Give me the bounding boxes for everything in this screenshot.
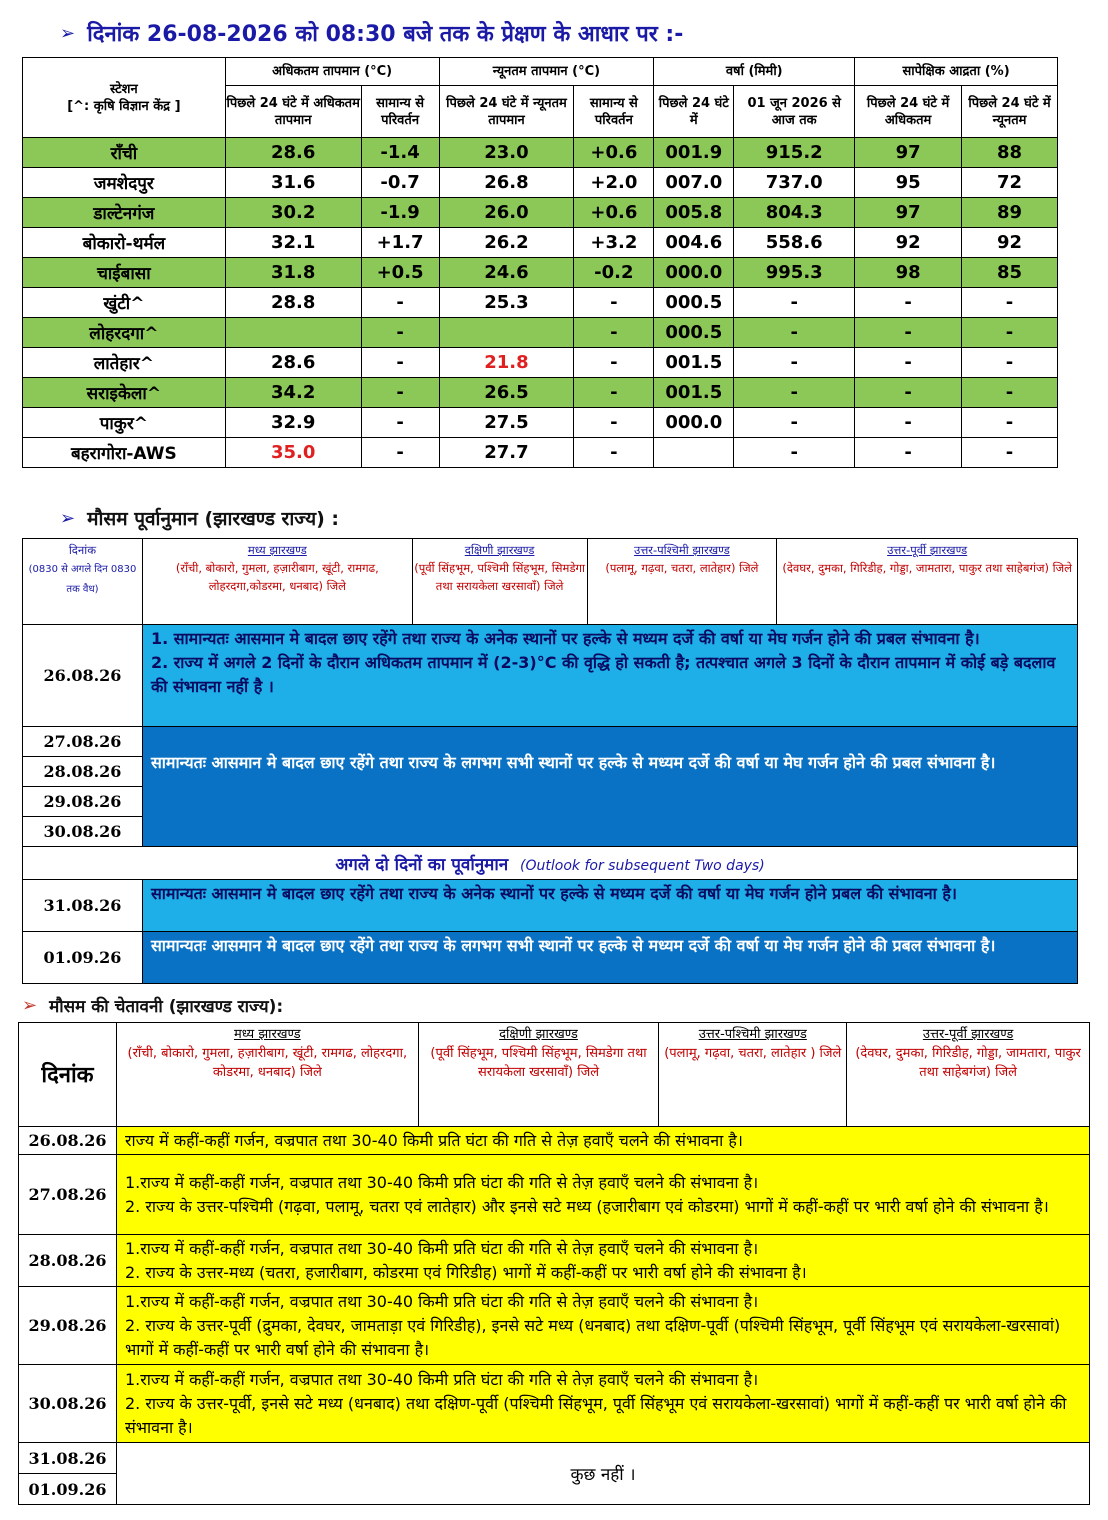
cell-min: 23.0 xyxy=(439,138,574,168)
cell-rhmin: 72 xyxy=(962,168,1058,198)
station-name: बोकारो-थर्मल xyxy=(23,228,226,258)
forecast-heading xyxy=(60,505,339,531)
cell-rhmax: - xyxy=(855,348,962,378)
arrow-bullet-icon: ➢ xyxy=(60,22,76,44)
cell-rain: 000.0 xyxy=(654,408,734,438)
cell-cum: - xyxy=(734,318,855,348)
subheader: पिछले 24 घंटे में न्यूनतम तापमान xyxy=(439,86,574,138)
warn-region-northeast: उत्तर-पूर्वी झारखण्ड (देवघर, दुमका, गिरिडीह, गोड्डा, जामतारा, पाकुर तथा साहेबगंज) जिले xyxy=(847,1023,1090,1127)
subheader: सामान्य से परिवर्तन xyxy=(361,86,439,138)
subheader: पिछले 24 घंटे में न्यूनतम xyxy=(962,86,1058,138)
cell-maxdep: - xyxy=(361,348,439,378)
outlook-heading: अगले दो दिनों का पूर्वानुमान (Outlook for subsequent Two days) xyxy=(23,847,1078,880)
cell-max: 28.6 xyxy=(225,348,361,378)
cell-max: 32.9 xyxy=(225,408,361,438)
cell-rain: 000.0 xyxy=(654,258,734,288)
warning-row xyxy=(19,1155,1090,1235)
warn-region-central: मध्य झारखण्ड (राँची, बोकारो, गुमला, हज़ारीबाग, खूंटी, रामगढ, लोहरदगा, कोडरमा, धनबाद) जिले xyxy=(116,1023,418,1127)
station-name: खुंटी^ xyxy=(23,288,226,318)
arrow-bullet-icon: ➢ xyxy=(22,995,38,1016)
cell-max: 31.8 xyxy=(225,258,361,288)
station-header: स्टेशन [^: कृषि विज्ञान केंद्र ] xyxy=(23,58,226,138)
cell-rain: 000.5 xyxy=(654,288,734,318)
cell-rhmax: 92 xyxy=(855,228,962,258)
cell-maxdep: - xyxy=(361,438,439,468)
station-row xyxy=(23,258,1058,288)
cell-max: 30.2 xyxy=(225,198,361,228)
cell-rhmax: - xyxy=(855,408,962,438)
warning-line: 2. राज्य के उत्तर-पश्चिमी (गढ़वा, पलामू, चतरा एवं लातेहार) और इनसे सटे मध्य (हजारीबाग एवं कोडरमा) भागों में कहीं-कहीं पर भारी वर्षा होने की संभावना है। xyxy=(124,1196,1049,1216)
forecast-date: 30.08.26 xyxy=(23,817,143,847)
warning-line: 1.राज्य में कहीं-कहीं गर्जन, वज्रपात तथा 30-40 किमी प्रति घंटा की गति से तेज़ हवाएँ चलने की संभावना है। xyxy=(124,1291,759,1311)
warning-text xyxy=(116,1235,1089,1287)
cell-min: 25.3 xyxy=(439,288,574,318)
forecast-heading-text: मौसम पूर्वानुमान (झारखण्ड राज्य) : xyxy=(87,508,340,530)
cell-max: 28.8 xyxy=(225,288,361,318)
forecast-date: 26.08.26 xyxy=(23,625,143,727)
region-header-south: दक्षिणी झारखण्ड (पूर्वी सिंहभूम, पश्चिमी सिंहभूम, सिमडेगा तथा सरायकेला खरसावाँ) जिले xyxy=(412,539,587,625)
station-name: चाईबासा xyxy=(23,258,226,288)
warning-line: 1.राज्य में कहीं-कहीं गर्जन, वज्रपात तथा 30-40 किमी प्रति घंटा की गति से तेज़ हवाएँ चलने की संभावना है। xyxy=(124,1238,759,1258)
warn-region-northwest: उत्तर-पश्चिमी झारखण्ड (पलामू, गढ़वा, चतरा, लातेहार ) जिले xyxy=(659,1023,847,1127)
forecast-date: 27.08.26 xyxy=(23,727,143,757)
cell-maxdep: - xyxy=(361,288,439,318)
cell-cum: - xyxy=(734,378,855,408)
cell-mindep: +3.2 xyxy=(574,228,654,258)
cell-cum: 558.6 xyxy=(734,228,855,258)
subheader: सामान्य से परिवर्तन xyxy=(574,86,654,138)
station-row xyxy=(23,288,1058,318)
station-row xyxy=(23,378,1058,408)
warning-date: 27.08.26 xyxy=(19,1155,117,1235)
subheader: पिछले 24 घंटे में अधिकतम xyxy=(855,86,962,138)
warning-line: 1.राज्य में कहीं-कहीं गर्जन, वज्रपात तथा 30-40 किमी प्रति घंटा की गति से तेज़ हवाएँ चलने की संभावना है। xyxy=(124,1369,759,1389)
cell-rhmin: 88 xyxy=(962,138,1058,168)
forecast-date: 01.09.26 xyxy=(23,932,143,984)
rain-group-header: वर्षा (मिमी) xyxy=(654,58,855,86)
warning-text xyxy=(116,1365,1089,1443)
cell-cum: - xyxy=(734,438,855,468)
cell-rhmax: 97 xyxy=(855,138,962,168)
cell-cum: 995.3 xyxy=(734,258,855,288)
cell-rhmax: - xyxy=(855,318,962,348)
warning-line: 1.राज्य में कहीं-कहीं गर्जन, वज्रपात तथा 30-40 किमी प्रति घंटा की गति से तेज़ हवाएँ चलने की संभावना है। xyxy=(124,1172,759,1192)
cell-min: 24.6 xyxy=(439,258,574,288)
forecast-date: 29.08.26 xyxy=(23,787,143,817)
warning-line: राज्य में कहीं-कहीं गर्जन, वज्रपात तथा 30-40 किमी प्रति घंटा की गति से तेज़ हवाएँ चलने की संभावना है। xyxy=(124,1130,743,1150)
cell-maxdep: +1.7 xyxy=(361,228,439,258)
cell-max: 35.0 xyxy=(225,438,361,468)
cell-min: 26.2 xyxy=(439,228,574,258)
observation-heading xyxy=(60,18,683,48)
warning-date-header: दिनांक xyxy=(19,1023,117,1127)
cell-mindep: - xyxy=(574,348,654,378)
forecast-text: 1. सामान्यतः आसमान मे बादल छाए रहेंगे तथा राज्य के अनेक स्थानों पर हल्के से मध्यम दर्जे की वर्षा या मेघ गर्जन होने की प्रबल संभावना है। 2. राज्य में अगले 2 दिनों के दौरान अधिकतम तापमान में (2-3)°C की वृद्धि हो सकती है; तत्पश्चात अगले 3 दिनों के दौरान तापमान में कोई बड़े बदलाव की संभावना नहीं है । xyxy=(142,625,1077,727)
observation-heading-text: दिनांक 26-08-2026 को 08:30 बजे तक के प्रेक्षण के आधार पर :- xyxy=(87,22,684,47)
station-row xyxy=(23,318,1058,348)
cell-rain: 001.9 xyxy=(654,138,734,168)
warning-row xyxy=(19,1365,1090,1443)
warning-none: कुछ नहीं । xyxy=(116,1443,1089,1505)
warning-heading xyxy=(22,994,283,1017)
cell-rhmin: - xyxy=(962,318,1058,348)
cell-min: 26.0 xyxy=(439,198,574,228)
cell-maxdep: -0.7 xyxy=(361,168,439,198)
cell-min xyxy=(439,318,574,348)
cell-cum: - xyxy=(734,288,855,318)
cell-mindep: - xyxy=(574,408,654,438)
cell-cum: 737.0 xyxy=(734,168,855,198)
cell-cum: 915.2 xyxy=(734,138,855,168)
cell-max: 31.6 xyxy=(225,168,361,198)
station-row xyxy=(23,228,1058,258)
cell-max xyxy=(225,318,361,348)
cell-rain: 007.0 xyxy=(654,168,734,198)
cell-maxdep: -1.9 xyxy=(361,198,439,228)
station-row xyxy=(23,138,1058,168)
cell-max: 32.1 xyxy=(225,228,361,258)
warning-line: 2. राज्य के उत्तर-पूर्वी, इनसे सटे मध्य (धनबाद) तथा दक्षिण-पूर्वी (पश्चिमी सिंहभूम, पूर्वी सिंहभूम एवं सरायकेला-खरसावां) भागों में कहीं-कहीं पर भारी वर्षा होने की संभावना है। xyxy=(124,1393,1067,1437)
rh-group-header: सापेक्षिक आद्रता (%) xyxy=(855,58,1058,86)
cell-rhmin: 89 xyxy=(962,198,1058,228)
warning-table xyxy=(18,1022,1090,1505)
cell-rhmax: 98 xyxy=(855,258,962,288)
cell-mindep: +2.0 xyxy=(574,168,654,198)
warning-line: 2. राज्य के उत्तर-मध्य (चतरा, हजारीबाग, कोडरमा एवं गिरिडीह) भागों में कहीं-कहीं पर भारी वर्षा होने की संभावना है। xyxy=(124,1262,807,1282)
min-temp-group-header: न्यूनतम तापमान (°C) xyxy=(439,58,654,86)
cell-rain: 001.5 xyxy=(654,348,734,378)
cell-rhmin: - xyxy=(962,378,1058,408)
warning-row xyxy=(19,1127,1090,1155)
forecast-date: 28.08.26 xyxy=(23,757,143,787)
warning-date: 30.08.26 xyxy=(19,1365,117,1443)
subheader: 01 जून 2026 से आज तक xyxy=(734,86,855,138)
station-name: लातेहार^ xyxy=(23,348,226,378)
cell-rhmin: 92 xyxy=(962,228,1058,258)
warning-date: 26.08.26 xyxy=(19,1127,117,1155)
cell-rain: 001.5 xyxy=(654,378,734,408)
warning-row xyxy=(19,1287,1090,1365)
region-header-northeast: उत्तर-पूर्वी झारखण्ड (देवघर, दुमका, गिरिडीह, गोड्डा, जामतारा, पाकुर तथा साहेबगंज) जिले xyxy=(777,539,1078,625)
forecast-date: 31.08.26 xyxy=(23,880,143,932)
station-name: पाकुर^ xyxy=(23,408,226,438)
station-row xyxy=(23,168,1058,198)
max-temp-group-header: अधिकतम तापमान (°C) xyxy=(225,58,439,86)
cell-mindep: -0.2 xyxy=(574,258,654,288)
cell-maxdep: - xyxy=(361,318,439,348)
cell-rain: 005.8 xyxy=(654,198,734,228)
station-row xyxy=(23,408,1058,438)
station-name: जमशेदपुर xyxy=(23,168,226,198)
cell-mindep: - xyxy=(574,378,654,408)
warning-text xyxy=(116,1127,1089,1155)
cell-rhmin: - xyxy=(962,288,1058,318)
station-row xyxy=(23,198,1058,228)
cell-min: 26.8 xyxy=(439,168,574,198)
cell-maxdep: - xyxy=(361,408,439,438)
cell-mindep: - xyxy=(574,318,654,348)
warning-heading-text: मौसम की चेतावनी (झारखण्ड राज्य): xyxy=(49,997,284,1017)
warning-line: 2. राज्य के उत्तर-पूर्वी (द्रुमका, देवघर, जामताड़ा एवं गिरिडीह), इनसे सटे मध्य (धनबाद) तथा दक्षिण-पूर्वी (पश्चिमी सिंहभूम, पूर्वी सिंहभूम एवं सरायकेला-खरसावां) भागों में कहीं-कहीं पर भारी वर्षा होने की संभावना है। xyxy=(124,1315,1061,1359)
warning-date: 28.08.26 xyxy=(19,1235,117,1287)
warning-text xyxy=(116,1155,1089,1235)
cell-min: 27.5 xyxy=(439,408,574,438)
station-name: लोहरदगा^ xyxy=(23,318,226,348)
arrow-bullet-icon: ➢ xyxy=(60,507,76,529)
subheader: पिछले 24 घंटे में अधिकतम तापमान xyxy=(225,86,361,138)
cell-min: 27.7 xyxy=(439,438,574,468)
cell-mindep: +0.6 xyxy=(574,138,654,168)
cell-maxdep: - xyxy=(361,378,439,408)
subheader: पिछले 24 घंटे में xyxy=(654,86,734,138)
station-name: डाल्टेनगंज xyxy=(23,198,226,228)
cell-cum: 804.3 xyxy=(734,198,855,228)
warning-date: 01.09.26 xyxy=(19,1474,117,1505)
cell-rain: 000.5 xyxy=(654,318,734,348)
cell-maxdep: -1.4 xyxy=(361,138,439,168)
forecast-date-header: दिनांक (0830 से अगले दिन 0830 तक वैध) xyxy=(23,539,143,625)
cell-mindep: - xyxy=(574,438,654,468)
forecast-table xyxy=(22,538,1078,984)
observation-table xyxy=(22,57,1058,468)
warning-date: 31.08.26 xyxy=(19,1443,117,1474)
cell-rhmax: 95 xyxy=(855,168,962,198)
cell-rhmin: 85 xyxy=(962,258,1058,288)
cell-rhmin: - xyxy=(962,408,1058,438)
region-header-northwest: उत्तर-पश्चिमी झारखण्ड (पलामू, गढ़वा, चतरा, लातेहार) जिले xyxy=(587,539,777,625)
station-row xyxy=(23,438,1058,468)
warning-row xyxy=(19,1235,1090,1287)
cell-rhmin: - xyxy=(962,438,1058,468)
warn-region-south: दक्षिणी झारखण्ड (पूर्वी सिंहभूम, पश्चिमी सिंहभूम, सिमडेगा तथा सरायकेला खरसावाँ) जिले xyxy=(418,1023,659,1127)
cell-mindep: - xyxy=(574,288,654,318)
cell-rain xyxy=(654,438,734,468)
cell-cum: - xyxy=(734,408,855,438)
cell-rain: 004.6 xyxy=(654,228,734,258)
cell-mindep: +0.6 xyxy=(574,198,654,228)
region-header-central: मध्य झारखण्ड (राँची, बोकारो, गुमला, हज़ारीबाग, खूंटी, रामगढ, लोहरदगा,कोडरमा, धनबाद) जिले xyxy=(142,539,412,625)
cell-rhmax: - xyxy=(855,438,962,468)
warning-date: 29.08.26 xyxy=(19,1287,117,1365)
station-name: राँची xyxy=(23,138,226,168)
cell-max: 34.2 xyxy=(225,378,361,408)
cell-rhmin: - xyxy=(962,348,1058,378)
cell-rhmax: 97 xyxy=(855,198,962,228)
station-name: बहरागोरा-AWS xyxy=(23,438,226,468)
forecast-text: सामान्यतः आसमान मे बादल छाए रहेंगे तथा राज्य के अनेक स्थानों पर हल्के से मध्यम दर्जे की वर्षा या मेघ गर्जन होने प्रबल की संभावना है। xyxy=(142,880,1077,932)
cell-min: 21.8 xyxy=(439,348,574,378)
cell-rhmax: - xyxy=(855,288,962,318)
warning-text xyxy=(116,1287,1089,1365)
forecast-text: सामान्यतः आसमान मे बादल छाए रहेंगे तथा राज्य के लगभग सभी स्थानों पर हल्के से मध्यम दर्जे की वर्षा या मेघ गर्जन होने की प्रबल संभावना है। xyxy=(142,727,1077,847)
station-row xyxy=(23,348,1058,378)
cell-min: 26.5 xyxy=(439,378,574,408)
cell-maxdep: +0.5 xyxy=(361,258,439,288)
station-name: सराइकेला^ xyxy=(23,378,226,408)
forecast-text: सामान्यतः आसमान मे बादल छाए रहेंगे तथा राज्य के लगभग सभी स्थानों पर हल्के से मध्यम दर्जे की वर्षा या मेघ गर्जन होने की प्रबल संभावना है। xyxy=(142,932,1077,984)
cell-cum: - xyxy=(734,348,855,378)
cell-rhmax: - xyxy=(855,378,962,408)
cell-max: 28.6 xyxy=(225,138,361,168)
